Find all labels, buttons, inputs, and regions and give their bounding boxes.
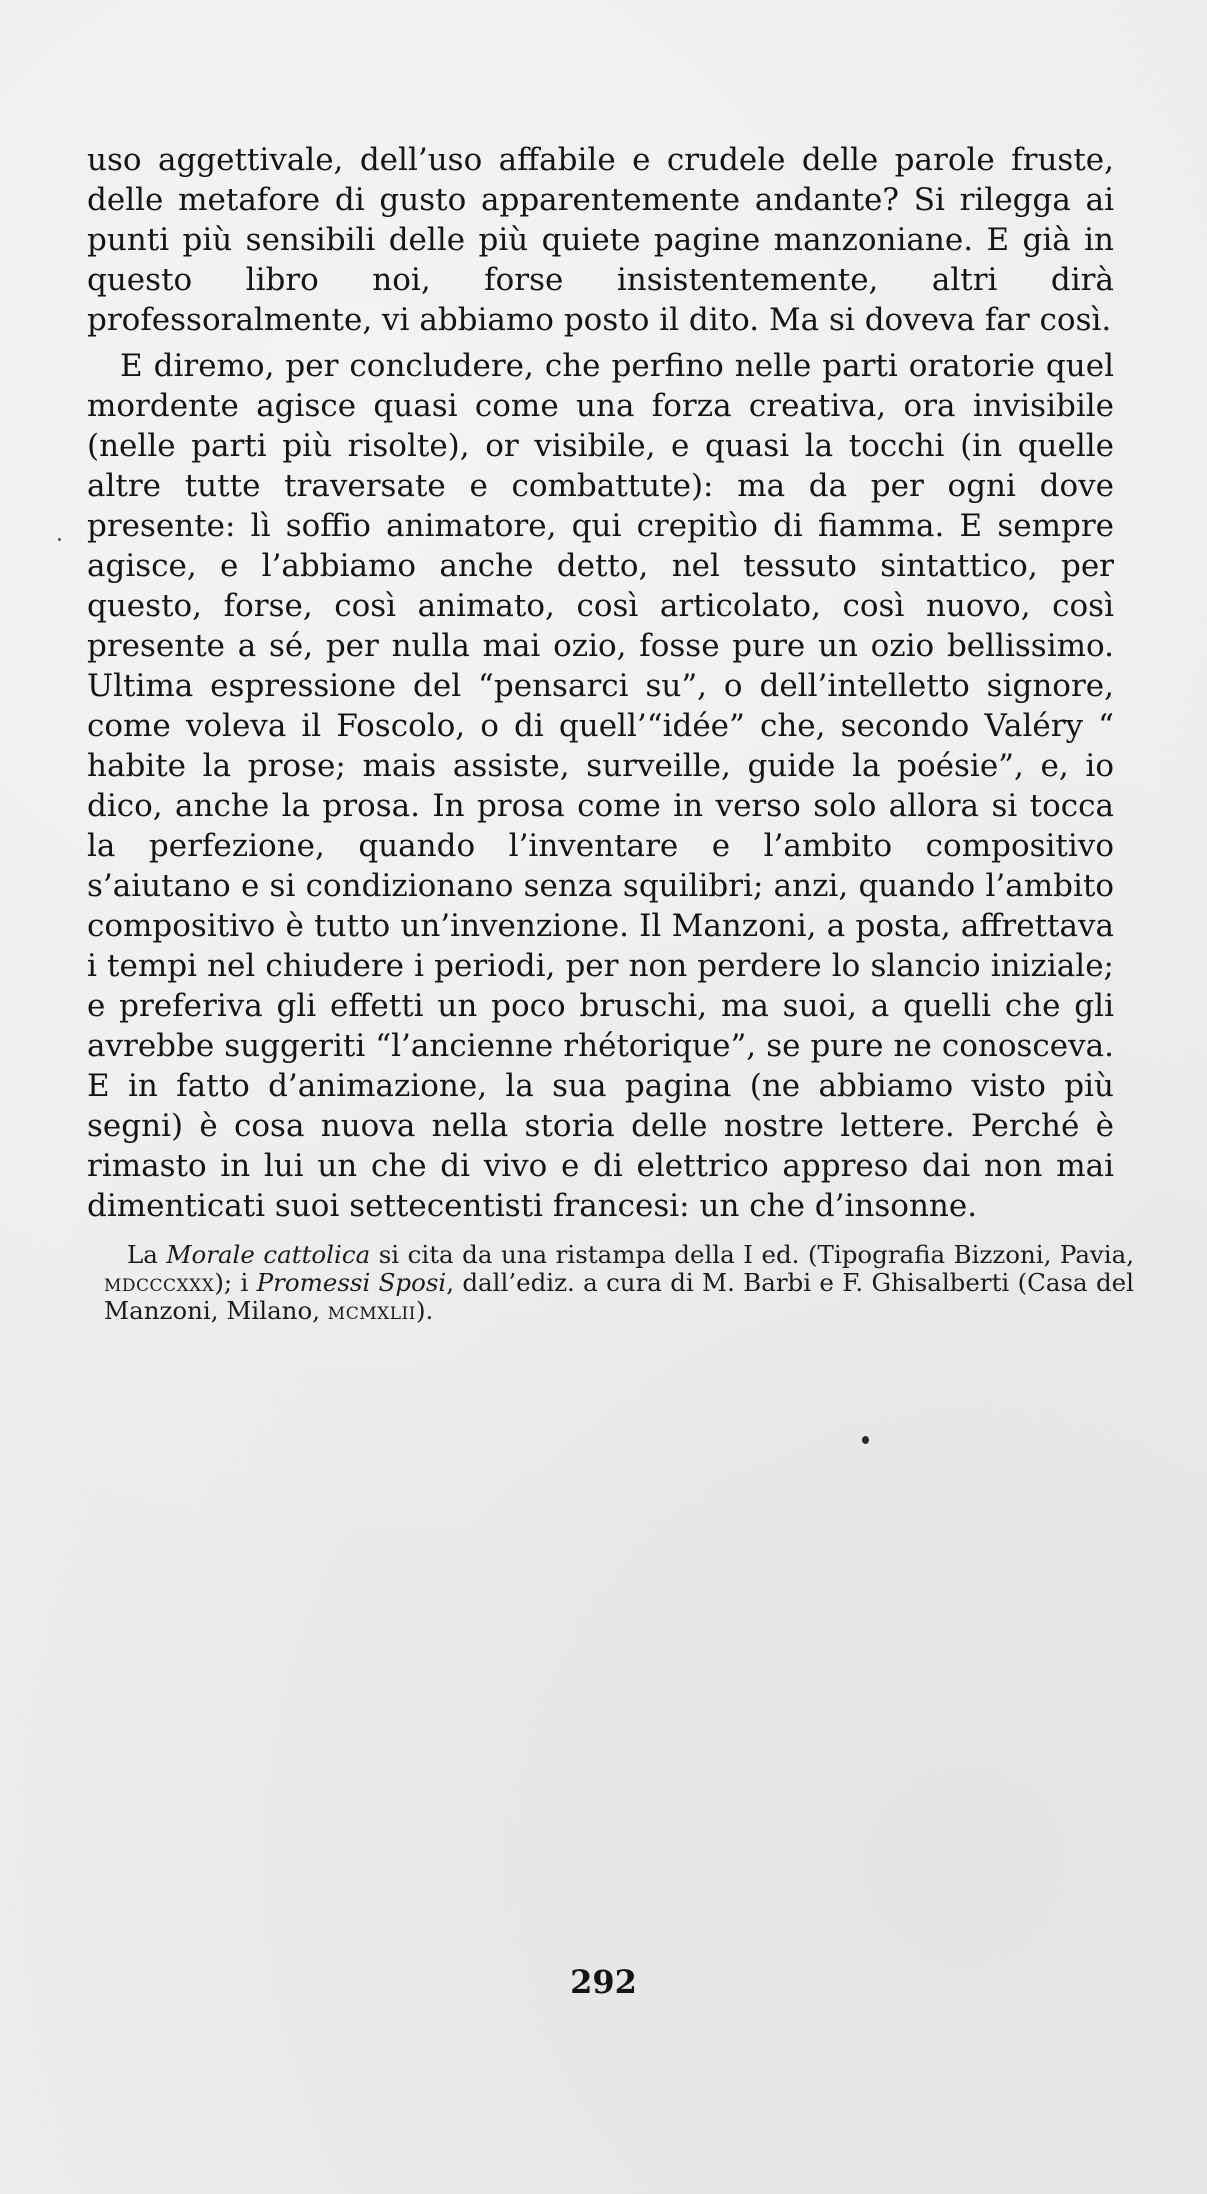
note-title-morale-cattolica: Morale cattolica bbox=[166, 1240, 371, 1269]
bibliographic-note bbox=[104, 1241, 1134, 1325]
note-text-1: si cita da una ristampa della I ed. (Tipografia Bizzoni, Pavia, bbox=[370, 1240, 1134, 1269]
note-title-promessi-sposi: Promessi Sposi bbox=[256, 1268, 447, 1297]
note-year-2: mcmxlii bbox=[327, 1296, 416, 1325]
paragraph-1: uso aggettivale, dell’uso affabile e crudele delle parole fruste, delle metafore di gusto apparentemente andante? Si rilegga ai punti più sensibili delle più quiete pagine manzoniane. E già in questo libro noi, forse insistentemente, altri dirà professoralmente, vi abbiamo posto il dito. Ma si doveva far così. bbox=[87, 142, 1114, 338]
paper-speck bbox=[862, 1436, 869, 1444]
page-number: 292 bbox=[570, 1963, 637, 2001]
note-text-2: ); i bbox=[214, 1268, 257, 1297]
paper-speck bbox=[58, 538, 61, 541]
body-text bbox=[87, 140, 1114, 1226]
paragraph-2: E diremo, per concludere, che perfino nelle parti oratorie quel mordente agisce quasi come una forza creativa, ora invisibile (nelle parti più risolte), or visibile, e quasi la tocchi (in quelle altre tutte traversate e combattute): ma da per ogni dove presente: lì soffio animatore, qui crepitìo di fiamma. E sempre agisce, e l’abbiamo anche detto, nel tessuto sintattico, per questo, forse, così animato, così articolato, così nuovo, così presente a sé, per nulla mai ozio, fosse pure un ozio bellissimo. Ultima espressione del “pensarci su”, o dell’intelletto signore, come voleva il Foscolo, o di quell’“idée” che, secondo Valéry “ habite la prose; mais assiste, surveille, guide la poésie”, e, io dico, anche la prosa. In prosa come in verso solo allora si tocca la perfezione, quando l’inventare e l’ambito compositivo s’aiutano e si condizionano senza squilibri; anzi, quando l’ambito compositivo è tutto un’invenzione. Il Manzoni, a posta, affrettava i tempi nel chiudere i periodi, per non perdere lo slancio iniziale; e preferiva gli effetti un poco bruschi, ma suoi, a quelli che gli avrebbe suggeriti “l’ancienne rhétorique”, se pure ne conosceva. E in fatto d’animazione, la sua pagina (ne abbiamo visto più segni) è cosa nuova nella storia delle nostre lettere. Perché è rimasto in lui un che di vivo e di elettrico appreso dai non mai dimenticati suoi settecentisti francesi: un che d’insonne. bbox=[87, 348, 1114, 1224]
note-suffix: ). bbox=[415, 1296, 434, 1325]
note-year-1: mdcccxxx bbox=[104, 1268, 215, 1297]
note-prefix: La bbox=[127, 1240, 167, 1269]
note-text-3: , dall’ediz. a cura di M. Barbi e F. Ghisalberti (Casa del Manzoni, Milano, bbox=[104, 1268, 1134, 1325]
